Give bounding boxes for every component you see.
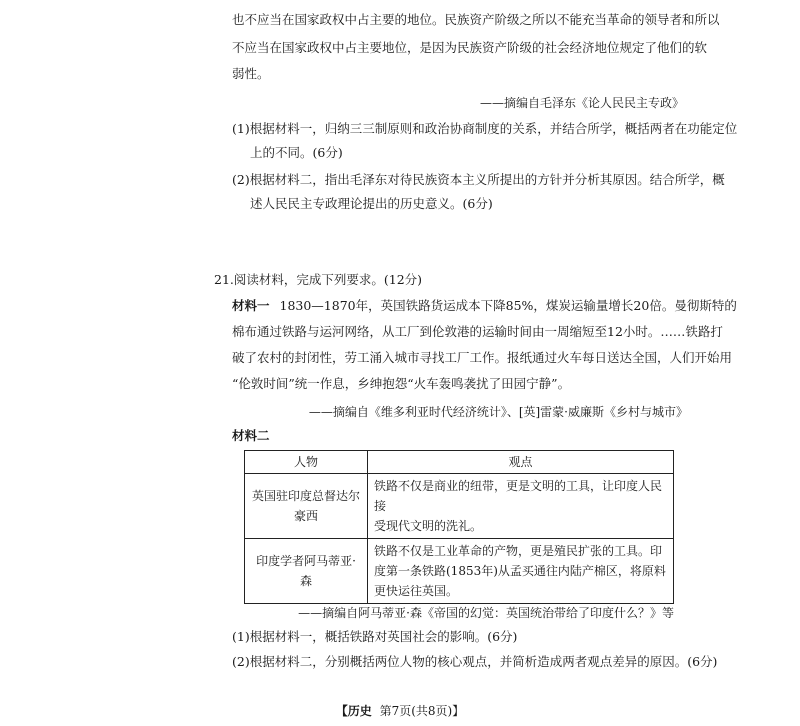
material-source: ——摘编自毛泽东《论人民民主专政》 [479, 96, 684, 110]
view-line: 铁路不仅是商业的纽带，更是文明的工具，让印度人民接 [374, 479, 663, 513]
question-line: (2)根据材料二，指出毛泽东对待民族资本主义所提出的方针并分析其原因。结合所学，概 [232, 172, 725, 187]
view-line: 铁路不仅是工业革命的产物，更是殖民扩张的工具。印 [374, 544, 663, 558]
view-line: 度第一条铁路(1853年)从孟买通往内陆产棉区，将原料 [374, 564, 666, 578]
question-line: 上的不同。(6分) [250, 145, 343, 160]
table-header-person: 人物 [245, 451, 368, 474]
material-source: ——摘编自《维多利亚时代经济统计》、[英]雷蒙·威廉斯《乡村与城市》 [308, 405, 688, 419]
page-footer [0, 702, 800, 719]
question-line: (1)根据材料一，归纳三三制原则和政治协商制度的关系，并结合所学，概括两者在功能定位 [232, 121, 738, 136]
material-one-text: 1830—1870年，英国铁路货运成本下降85%，煤炭运输量增长20倍。曼彻斯特的 [279, 298, 737, 313]
material-text-line: “伦敦时间”统一作息，乡绅抱怨“火车轰鸣袭扰了田园宁静”。 [232, 376, 571, 391]
material-two-label: 材料二 [232, 428, 270, 443]
material-one-label: 材料一 [232, 298, 270, 313]
material-text-line: 不应当在国家政权中占主要地位，是因为民族资产阶级的社会经济地位规定了他们的软 [232, 40, 708, 55]
question-line: (1)根据材料一，概括铁路对英国社会的影响。(6分) [232, 629, 518, 644]
material-text-line: 破了农村的封闭性，劳工涌入城市寻找工厂工作。报纸通过火车每日送达全国，人们开始用 [232, 350, 733, 365]
question-line: (2)根据材料二，分别概括两位人物的核心观点，并简析造成两者观点差异的原因。(6分) [232, 654, 718, 669]
material-source: ——摘编自阿马蒂亚·森《帝国的幻觉：英国统治带给了印度什么？》等 [298, 606, 674, 620]
table-cell-view [368, 539, 674, 604]
material-text-line: 也不应当在国家政权中占主要的地位。民族资产阶级之所以不能充当革命的领导者和所以 [232, 12, 720, 27]
table-row [245, 539, 674, 604]
footer-subject: 【历史 [335, 704, 372, 718]
table-cell-person: 英国驻印度总督达尔豪西 [245, 474, 368, 539]
material-text-line: 棉布通过铁路与运河网络，从工厂到伦敦港的运输时间由一周缩短至12小时。……铁路打 [232, 324, 723, 339]
table-header-view: 观点 [368, 451, 674, 474]
footer-page: 第7页(共8页)】 [379, 704, 465, 718]
table-row [245, 474, 674, 539]
viewpoint-table [244, 450, 674, 604]
view-line: 更快运往英国。 [374, 584, 459, 598]
material-one-line [232, 298, 737, 314]
view-line: 受现代文明的洗礼。 [374, 519, 483, 533]
table-header-row [245, 451, 674, 474]
question-line: 述人民民主专政理论提出的历史意义。(6分) [250, 196, 493, 211]
material-text-line: 弱性。 [232, 66, 270, 81]
table-cell-view [368, 474, 674, 539]
table-cell-person: 印度学者阿马蒂亚·森 [245, 539, 368, 604]
question-heading: 21.阅读材料，完成下列要求。(12分) [214, 272, 423, 287]
